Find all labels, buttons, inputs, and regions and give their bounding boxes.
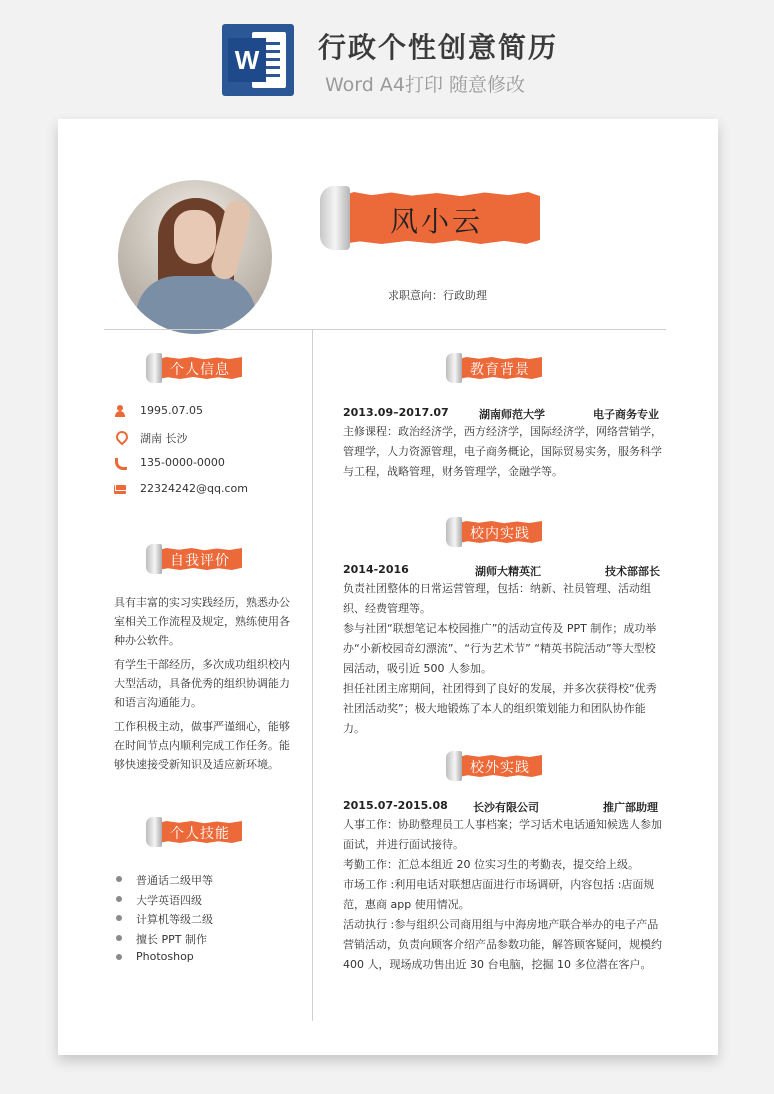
- education-description: 主修课程：政治经济学，西方经济学，国际经济学，网络营销学，管理学，人力资源管理，电子商务概论，国际贸易实务，服务科学与工程，战略管理，财务管理学，金融学等。: [343, 425, 662, 478]
- section-title: 个人信息: [170, 362, 230, 378]
- paper-curl-icon: [320, 186, 350, 250]
- entry-organization: 湖南师范大学: [479, 408, 545, 421]
- self-eval-paragraph: 有学生干部经历，多次成功组织校内大型活动，具备优秀的组织协调能力和语言沟通能力。: [114, 658, 290, 709]
- self-eval-paragraph: 具有丰富的实习实践经历，熟悉办公室相关工作流程及规定，熟练使用各种办公软件。: [114, 596, 290, 647]
- skill-item: 普通话二级甲等: [114, 872, 213, 892]
- skill-item: 擅长 PPT 制作: [114, 931, 213, 951]
- external-description: 人事工作：协助整理员工人事档案；学习话术电话通知候选人参加面试，并进行面试接待。 考勤工作：汇总本组近 20 位实习生的考勤表，提交给上级。 市场工作 :利用电话对联想店面进行市场调研，内容包括 :店面规范，惠商 app 使用情况。 活动执行 :参与组织公司商用组与中海房地产联合举办的电子产品营销活动，负责向顾客介绍产品参数功能，解答顾客疑问，规模约 400 人，现场成功售出近 30 台电脑，挖掘 10 多位潜在客户。: [343, 818, 662, 971]
- section-header-personal-info: [146, 353, 256, 383]
- skill-item: 大学英语四级: [114, 892, 213, 912]
- horizontal-divider: [104, 329, 666, 330]
- vertical-divider: [312, 329, 313, 1021]
- entry-period: 2013.09–2017.07: [343, 406, 449, 419]
- section-title: 教育背景: [470, 362, 530, 378]
- entry-role: 技术部部长: [605, 565, 660, 578]
- section-title: 校内实践: [470, 526, 530, 542]
- skills-list: [114, 872, 213, 970]
- job-objective: 求职意向：行政助理: [388, 289, 487, 302]
- mail-icon: [114, 485, 126, 494]
- entry-period: 2015.07-2015.08: [343, 799, 448, 812]
- section-header-self-eval: [146, 544, 256, 574]
- name-banner: [320, 186, 542, 250]
- section-header-education: [446, 353, 556, 383]
- section-title: 个人技能: [170, 826, 230, 842]
- external-entry-header: [343, 799, 661, 815]
- education-entry-header: [343, 406, 661, 422]
- banner-title: 行政个性创意简历: [318, 31, 559, 64]
- entry-organization: 湖师大精英汇: [475, 565, 541, 578]
- section-header-skills: [146, 817, 256, 847]
- banner-subtitle: Word A4打印 随意修改: [325, 74, 526, 96]
- top-banner: [0, 0, 774, 110]
- entry-period: 2014-2016: [343, 563, 409, 576]
- skill-item: Photoshop: [114, 950, 213, 970]
- person-icon: [114, 405, 126, 417]
- word-logo-icon: [222, 24, 294, 96]
- self-eval-paragraph: 工作积极主动，做事严谨细心，能够在时间节点内顺利完成工作任务。能够快速接受新知识及适应新环境。: [114, 720, 290, 771]
- phone-icon: [114, 457, 126, 469]
- entry-organization: 长沙有限公司: [473, 801, 539, 814]
- location-pin-icon: [114, 431, 126, 443]
- resume-page: 风小云 求职意向：行政助理 个人信息 1995.07.05 湖南 长沙 135-0000-0000 22324242@qq.com 自我评价 具有丰富的实习实践经历，熟悉办公室相关工作流程及规定，熟练使用各种办公软件。 有学生干部经历，多次成功组织校内大型活动，具备优秀的组织协调能力和语言沟通能力。 工作积极主动，做事严谨细心，能够在时间节点内顺利完成工作任务。能够快速接受新知识及适应新环境。 个人技能 普通话二级甲等 大学英语四级 计算机等级二级 擅长 PPT 制作 Photoshop 教育背景 2013.09–2017.07 湖南师范大学 电子商务专业 主修课程：政治经济学，西方经济学，国际经济学，网络营销学，管理学，人力资源管理，电子商务概论，国际贸易实务，服务科学与工程，战略管理，财务管理学，金融学等。 校内实践 2014-2016 湖师大精英汇 技术部部长 负责社团整体的日常运营管理，包括：纳新、社员管理、活动组织、经费管理等。 参与社团“联想笔记本校园推广”的活动宣传及 PPT 制作；成功举办“小新校园奇幻漂流”、“行为艺术节” “精英书院活动”等大型校园活动，吸引近 500 人参加。 担任社团主席期间，社团得到了良好的发展，并多次获得校“优秀社团活动奖”；极大地锻炼了本人的组织策划能力和团队协作能力。 校外实践 2015.07-2015.08 长沙有限公司 推广部助理 人事工作：协助整理员工人事档案；学习话术电话通知候选人参加面试，并进行面试接待。 考勤工作：汇总本组近 20 位实习生的考勤表，提交给上级。 市场工作 :利用电话对联想店面进行市场调研，内容包括 :店面规范，惠商 app 使用情况。 活动执行 :参与组织公司商用组与中海房地产联合举办的电子产品营销活动，负责向顾客介绍产品参数功能，解答顾客疑问，规模约 400 人，现场成功售出近 30 台电脑，挖掘 10 多位潜在客户。: [58, 119, 718, 1055]
- word-letter: W: [228, 38, 266, 82]
- section-title: 自我评价: [170, 553, 230, 569]
- skill-item: 计算机等级二级: [114, 911, 213, 931]
- campus-entry-header: [343, 563, 661, 579]
- profile-photo: [118, 180, 272, 334]
- section-header-external: [446, 751, 556, 781]
- entry-role: 电子商务专业: [593, 408, 659, 421]
- candidate-name: 风小云: [390, 205, 484, 238]
- section-header-campus: [446, 517, 556, 547]
- entry-role: 推广部助理: [603, 801, 658, 814]
- section-title: 校外实践: [470, 760, 530, 776]
- campus-description: 负责社团整体的日常运营管理，包括：纳新、社员管理、活动组织、经费管理等。 参与社团“联想笔记本校园推广”的活动宣传及 PPT 制作；成功举办“小新校园奇幻漂流”、“行为艺术节” “精英书院活动”等大型校园活动，吸引近 500 人参加。 担任社团主席期间，社团得到了良好的发展，并多次获得校“优秀社团活动奖”；极大地锻炼了本人的组织策划能力和团队协作能力。: [343, 582, 657, 735]
